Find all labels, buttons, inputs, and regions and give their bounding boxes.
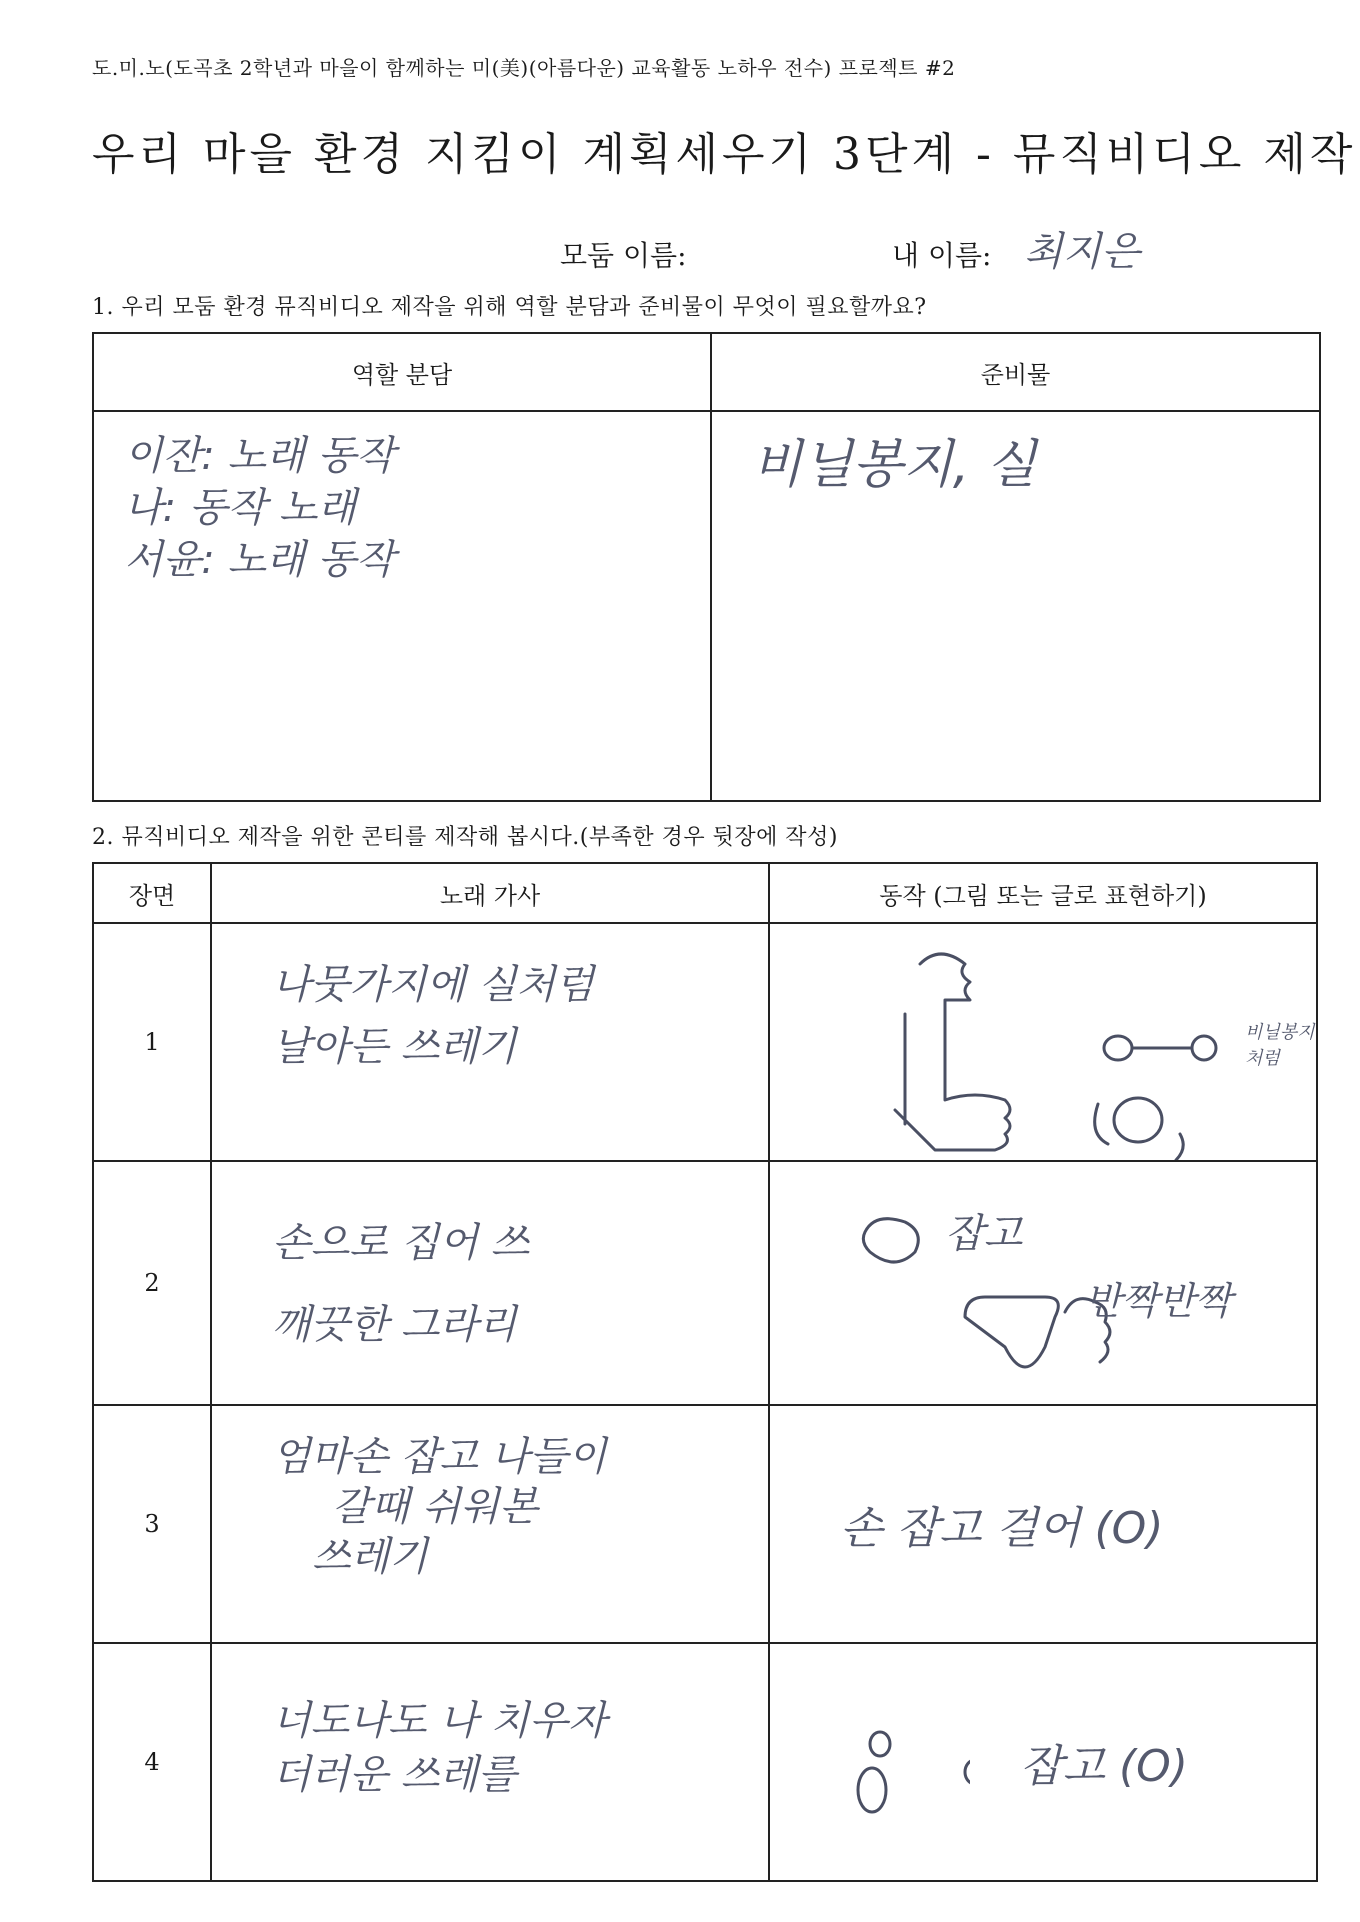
hand-gesture-drawing <box>770 924 1320 1160</box>
lyric-line: 갈때 쉬워본 <box>332 1484 538 1530</box>
table-row <box>93 923 1317 1161</box>
lyric-line: 쓰레기 <box>312 1534 428 1580</box>
scene-number: 4 <box>93 1643 211 1881</box>
action-cell <box>769 1405 1317 1643</box>
hand-gesture-drawing <box>770 1162 1320 1404</box>
roles-table <box>92 332 1321 802</box>
action-cell <box>769 1643 1317 1881</box>
table-row <box>93 1161 1317 1405</box>
lyric-line: 나뭇가지에 실처럼 <box>272 962 594 1008</box>
lyrics-cell <box>211 923 769 1161</box>
storyboard-table <box>92 862 1318 1882</box>
table-row <box>93 1405 1317 1643</box>
table-row <box>93 1643 1317 1881</box>
role-line: 서윤: 노래 동작 <box>124 537 395 583</box>
section1-question: 1. 우리 모둠 환경 뮤직비디오 제작을 위해 역할 분담과 준비물이 무엇이 필요할까요? <box>92 295 927 320</box>
lyric-line: 너도나도 나 치우자 <box>272 1698 607 1744</box>
materials-header: 준비물 <box>711 333 1320 411</box>
my-name-value: 최지은 <box>1024 229 1140 275</box>
action-header: 동작 (그림 또는 글로 표현하기) <box>769 863 1317 923</box>
lyrics-cell <box>211 1643 769 1881</box>
action-text: 잡고 (O) <box>1020 1741 1188 1792</box>
lyrics-cell <box>211 1405 769 1643</box>
materials-text: 비닐봉지, 실 <box>752 435 1037 495</box>
roles-cell <box>93 411 711 801</box>
action-note: 잡고 <box>945 1211 1023 1257</box>
scene-number: 3 <box>93 1405 211 1643</box>
materials-cell <box>711 411 1320 801</box>
scene-number: 2 <box>93 1161 211 1405</box>
lyric-line: 깨끗한 그라리 <box>272 1302 517 1348</box>
lyrics-cell <box>211 1161 769 1405</box>
hand-gesture-drawing <box>770 1644 970 1880</box>
group-name-label: 모둠 이름: <box>560 239 687 272</box>
scene-number: 1 <box>93 923 211 1161</box>
roles-header: 역할 분담 <box>93 333 711 411</box>
section2-question: 2. 뮤직비디오 제작을 위한 콘티를 제작해 봅시다.(부족한 경우 뒷장에 작성) <box>92 825 838 850</box>
project-line: 도.미.노(도곡초 2학년과 마을이 함께하는 미(美)(아름다운) 교육활동 노하우 전수) 프로젝트 #2 <box>92 56 956 80</box>
lyric-line: 엄마손 잡고 나들이 <box>272 1434 607 1480</box>
action-cell <box>769 923 1317 1161</box>
role-line: 나: 동작 노래 <box>124 485 357 531</box>
action-text: 손 잡고 걸어 (O) <box>840 1503 1164 1554</box>
action-note: 비닐봉지 처럼 <box>1245 1022 1315 1069</box>
my-name-label: 내 이름: <box>892 239 992 272</box>
action-cell <box>769 1161 1317 1405</box>
lyric-line: 더러운 쓰레를 <box>272 1752 517 1798</box>
lyric-line: 날아든 쓰레기 <box>272 1024 517 1070</box>
role-line: 이잔: 노래 동작 <box>124 433 395 479</box>
lyric-line: 손으로 집어 쓰 <box>272 1220 530 1266</box>
page-title: 우리 마을 환경 지킴이 계획세우기 3단계 - 뮤직비디오 제작 <box>92 129 1357 180</box>
lyrics-header: 노래 가사 <box>211 863 769 923</box>
scene-header: 장면 <box>93 863 211 923</box>
action-note: 반짝반짝 <box>1085 1279 1232 1323</box>
